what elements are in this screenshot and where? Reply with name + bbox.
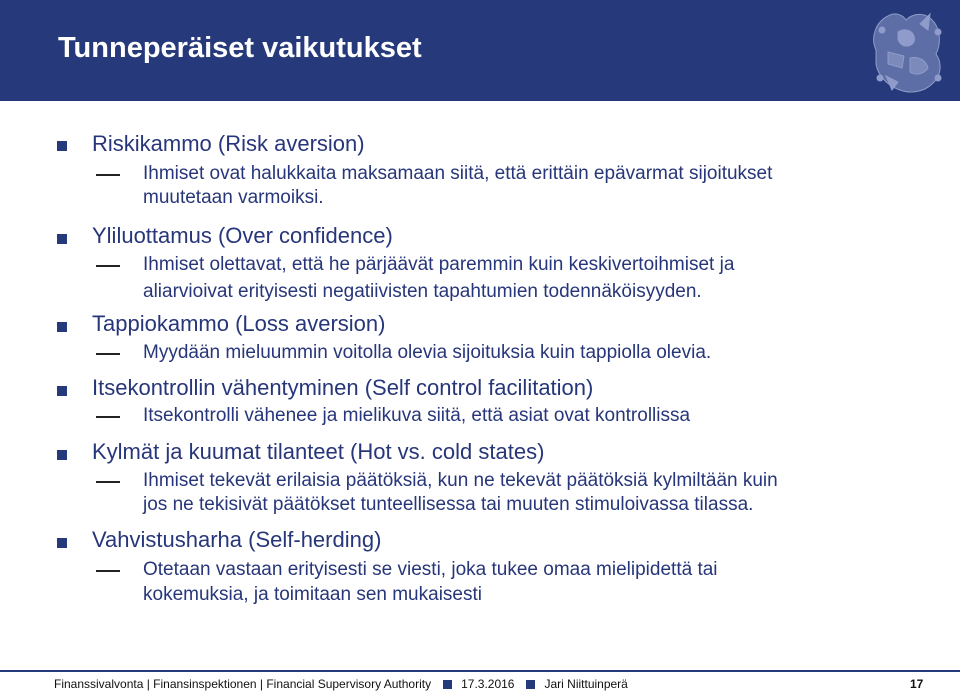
footer-author: Jari Niittuinperä [544,677,628,691]
bullet-text-line: Itsekontrolli vähenee ja mielikuva siitä, että asiat ovat kontrollissa [143,405,691,426]
square-bullet-icon [57,322,67,332]
bullet-heading-over-confidence: Yliluottamus (Over confidence) [92,223,393,248]
bullet-heading-self-herding: Vahvistusharha (Self-herding) [92,527,382,552]
dash-bullet-icon [96,353,120,355]
dash-bullet-icon [96,416,120,418]
bullet-text-line: aliarvioivat erityisesti negatiivisten tapahtumien todennäköisyyden. [143,281,702,302]
dash-bullet-icon [96,174,120,176]
slide-title: Tunneperäiset vaikutukset [58,32,422,64]
square-bullet-icon [57,386,67,396]
bullet-text-line: Ihmiset olettavat, että he pärjäävät paremmin kuin keskivertoihmiset ja [143,254,735,275]
dash-bullet-icon [96,481,120,483]
square-bullet-icon [57,450,67,460]
square-bullet-icon [57,141,67,151]
dash-bullet-icon [96,570,120,572]
dash-bullet-icon [96,265,120,267]
bullet-text-line: Ihmiset tekevät erilaisia päätöksiä, kun ne tekevät päätöksiä kylmiltään kuin [143,470,778,491]
page-number: 17 [910,677,924,691]
footer-date: 17.3.2016 [461,677,515,691]
bullet-text-line: Otetaan vastaan erityisesti se viesti, joka tukee omaa mielipidettä tai [143,559,718,580]
bullet-text-line: kokemuksia, ja toimitaan sen mukaisesti [143,584,482,605]
bullet-heading-loss-aversion: Tappiokammo (Loss aversion) [92,311,386,336]
lion-coat-of-arms-icon [858,2,956,99]
bullet-text-line: jos ne tekisivät päätökset tunteellisessa tai muuten stimuloivassa tilassa. [143,494,754,515]
bullet-heading-hot-cold-states: Kylmät ja kuumat tilanteet (Hot vs. cold states) [92,439,545,464]
square-bullet-icon [57,538,67,548]
slide-header [0,0,960,101]
footer-divider [0,670,960,672]
bullet-text-line: muutetaan varmoiksi. [143,187,324,208]
bullet-heading-risk-aversion: Riskikammo (Risk aversion) [92,131,365,156]
square-bullet-icon [443,680,452,689]
footer-organization: Finanssivalvonta | Finansinspektionen | Financial Supervisory Authority [54,677,432,691]
bullet-text-line: Myydään mieluummin voitolla olevia sijoituksia kuin tappiolla olevia. [143,342,712,363]
square-bullet-icon [526,680,535,689]
bullet-text-line: Ihmiset ovat halukkaita maksamaan siitä, että erittäin epävarmat sijoitukset [143,163,773,184]
bullet-heading-self-control: Itsekontrollin vähentyminen (Self control facilitation) [92,375,594,400]
square-bullet-icon [57,234,67,244]
slide-footer [54,677,628,691]
